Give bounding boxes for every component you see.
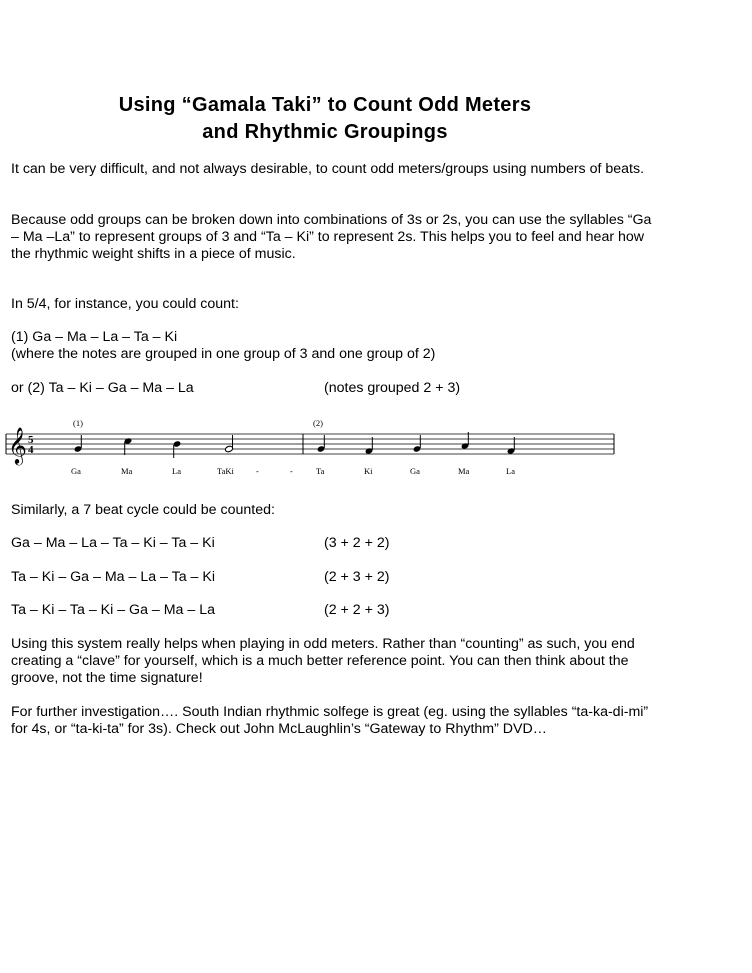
syllable: Ma <box>121 466 133 476</box>
music-staff-example <box>0 410 752 490</box>
syllable: La <box>172 466 181 476</box>
seven-beat-row <box>11 569 390 585</box>
seven-beat-grouping: (2 + 3 + 2) <box>324 569 390 585</box>
system-benefits-paragraph: Using this system really helps when playing in odd meters. Rather than “counting” as such, you end creating a “clave” for yourself, which is a much better reference point. You can then think about the groove, not the time signature! <box>11 636 635 686</box>
staff-lines <box>6 434 614 454</box>
seven-beat-grouping: (3 + 2 + 2) <box>324 535 390 551</box>
measure-1-notes <box>74 435 234 458</box>
example-1-explanation: (where the notes are grouped in one group of 3 and one group of 2) <box>11 346 436 362</box>
syllable: TaKi <box>217 466 234 476</box>
quarter-note-icon <box>365 437 374 455</box>
example-2 <box>11 380 661 397</box>
page-title: Using “Gamala Taki” to Count Odd Meters <box>118 94 532 116</box>
syllable: - <box>256 466 259 476</box>
intro-paragraph: It can be very difficult, and not always desirable, to count odd meters/groups using numbers of beats. <box>11 161 645 177</box>
seven-beat-row <box>11 535 390 551</box>
example-1 <box>11 329 661 363</box>
quarter-note-icon <box>507 437 516 455</box>
syllable: Ma <box>458 466 470 476</box>
syllable: Ta <box>316 466 325 476</box>
staff-syllables <box>71 466 515 476</box>
syllable: Ga <box>410 466 420 476</box>
quarter-note-icon <box>124 437 133 455</box>
marker-2: (2) <box>313 418 323 428</box>
syllable: Ki <box>364 466 373 476</box>
music-staff-svg <box>0 410 752 490</box>
example-1-syllables: (1) Ga – Ma – La – Ta – Ki <box>11 329 178 345</box>
syllable: - <box>290 466 293 476</box>
seven-beat-intro: Similarly, a 7 beat cycle could be counted: <box>11 502 275 518</box>
syllable: Ga <box>71 466 81 476</box>
seven-beat-syllables: Ga – Ma – La – Ta – Ki – Ta – Ki <box>11 535 215 551</box>
further-investigation-paragraph: For further investigation…. South Indian rhythmic solfege is great (eg. using the syllables “ta-ka-di-mi” for 4s, or “ta-ki-ta” for 3s). Check out John McLaughlin’s “Gateway to Rhythm” DVD… <box>11 704 649 737</box>
seven-beat-grouping: (2 + 2 + 3) <box>324 602 390 618</box>
example-2-grouping: (notes grouped 2 + 3) <box>324 380 461 396</box>
seven-beat-syllables: Ta – Ki – Ga – Ma – La – Ta – Ki <box>11 569 215 585</box>
five-four-intro: In 5/4, for instance, you could count: <box>11 296 239 312</box>
quarter-note-icon <box>461 432 470 450</box>
measure-2-notes <box>317 432 516 455</box>
seven-beat-row <box>11 602 390 618</box>
time-signature-top: 5 <box>28 434 34 446</box>
treble-clef-icon: 𝄞 <box>8 426 27 464</box>
example-2-syllables: or (2) Ta – Ki – Ga – Ma – La <box>11 380 194 396</box>
page-subtitle: and Rhythmic Groupings <box>202 121 448 143</box>
syllable: La <box>506 466 515 476</box>
syllables-paragraph: Because odd groups can be broken down into combinations of 3s or 2s, you can use the syllables “Ga – Ma –La” to represent groups of 3 and “Ta – Ki” to represent 2s. This helps you to feel and hear how the rhythmic weight shifts in a piece of music. <box>11 212 652 262</box>
time-signature-bottom: 4 <box>28 444 34 456</box>
marker-1: (1) <box>73 418 83 428</box>
seven-beat-syllables: Ta – Ki – Ta – Ki – Ga – Ma – La <box>11 602 215 618</box>
